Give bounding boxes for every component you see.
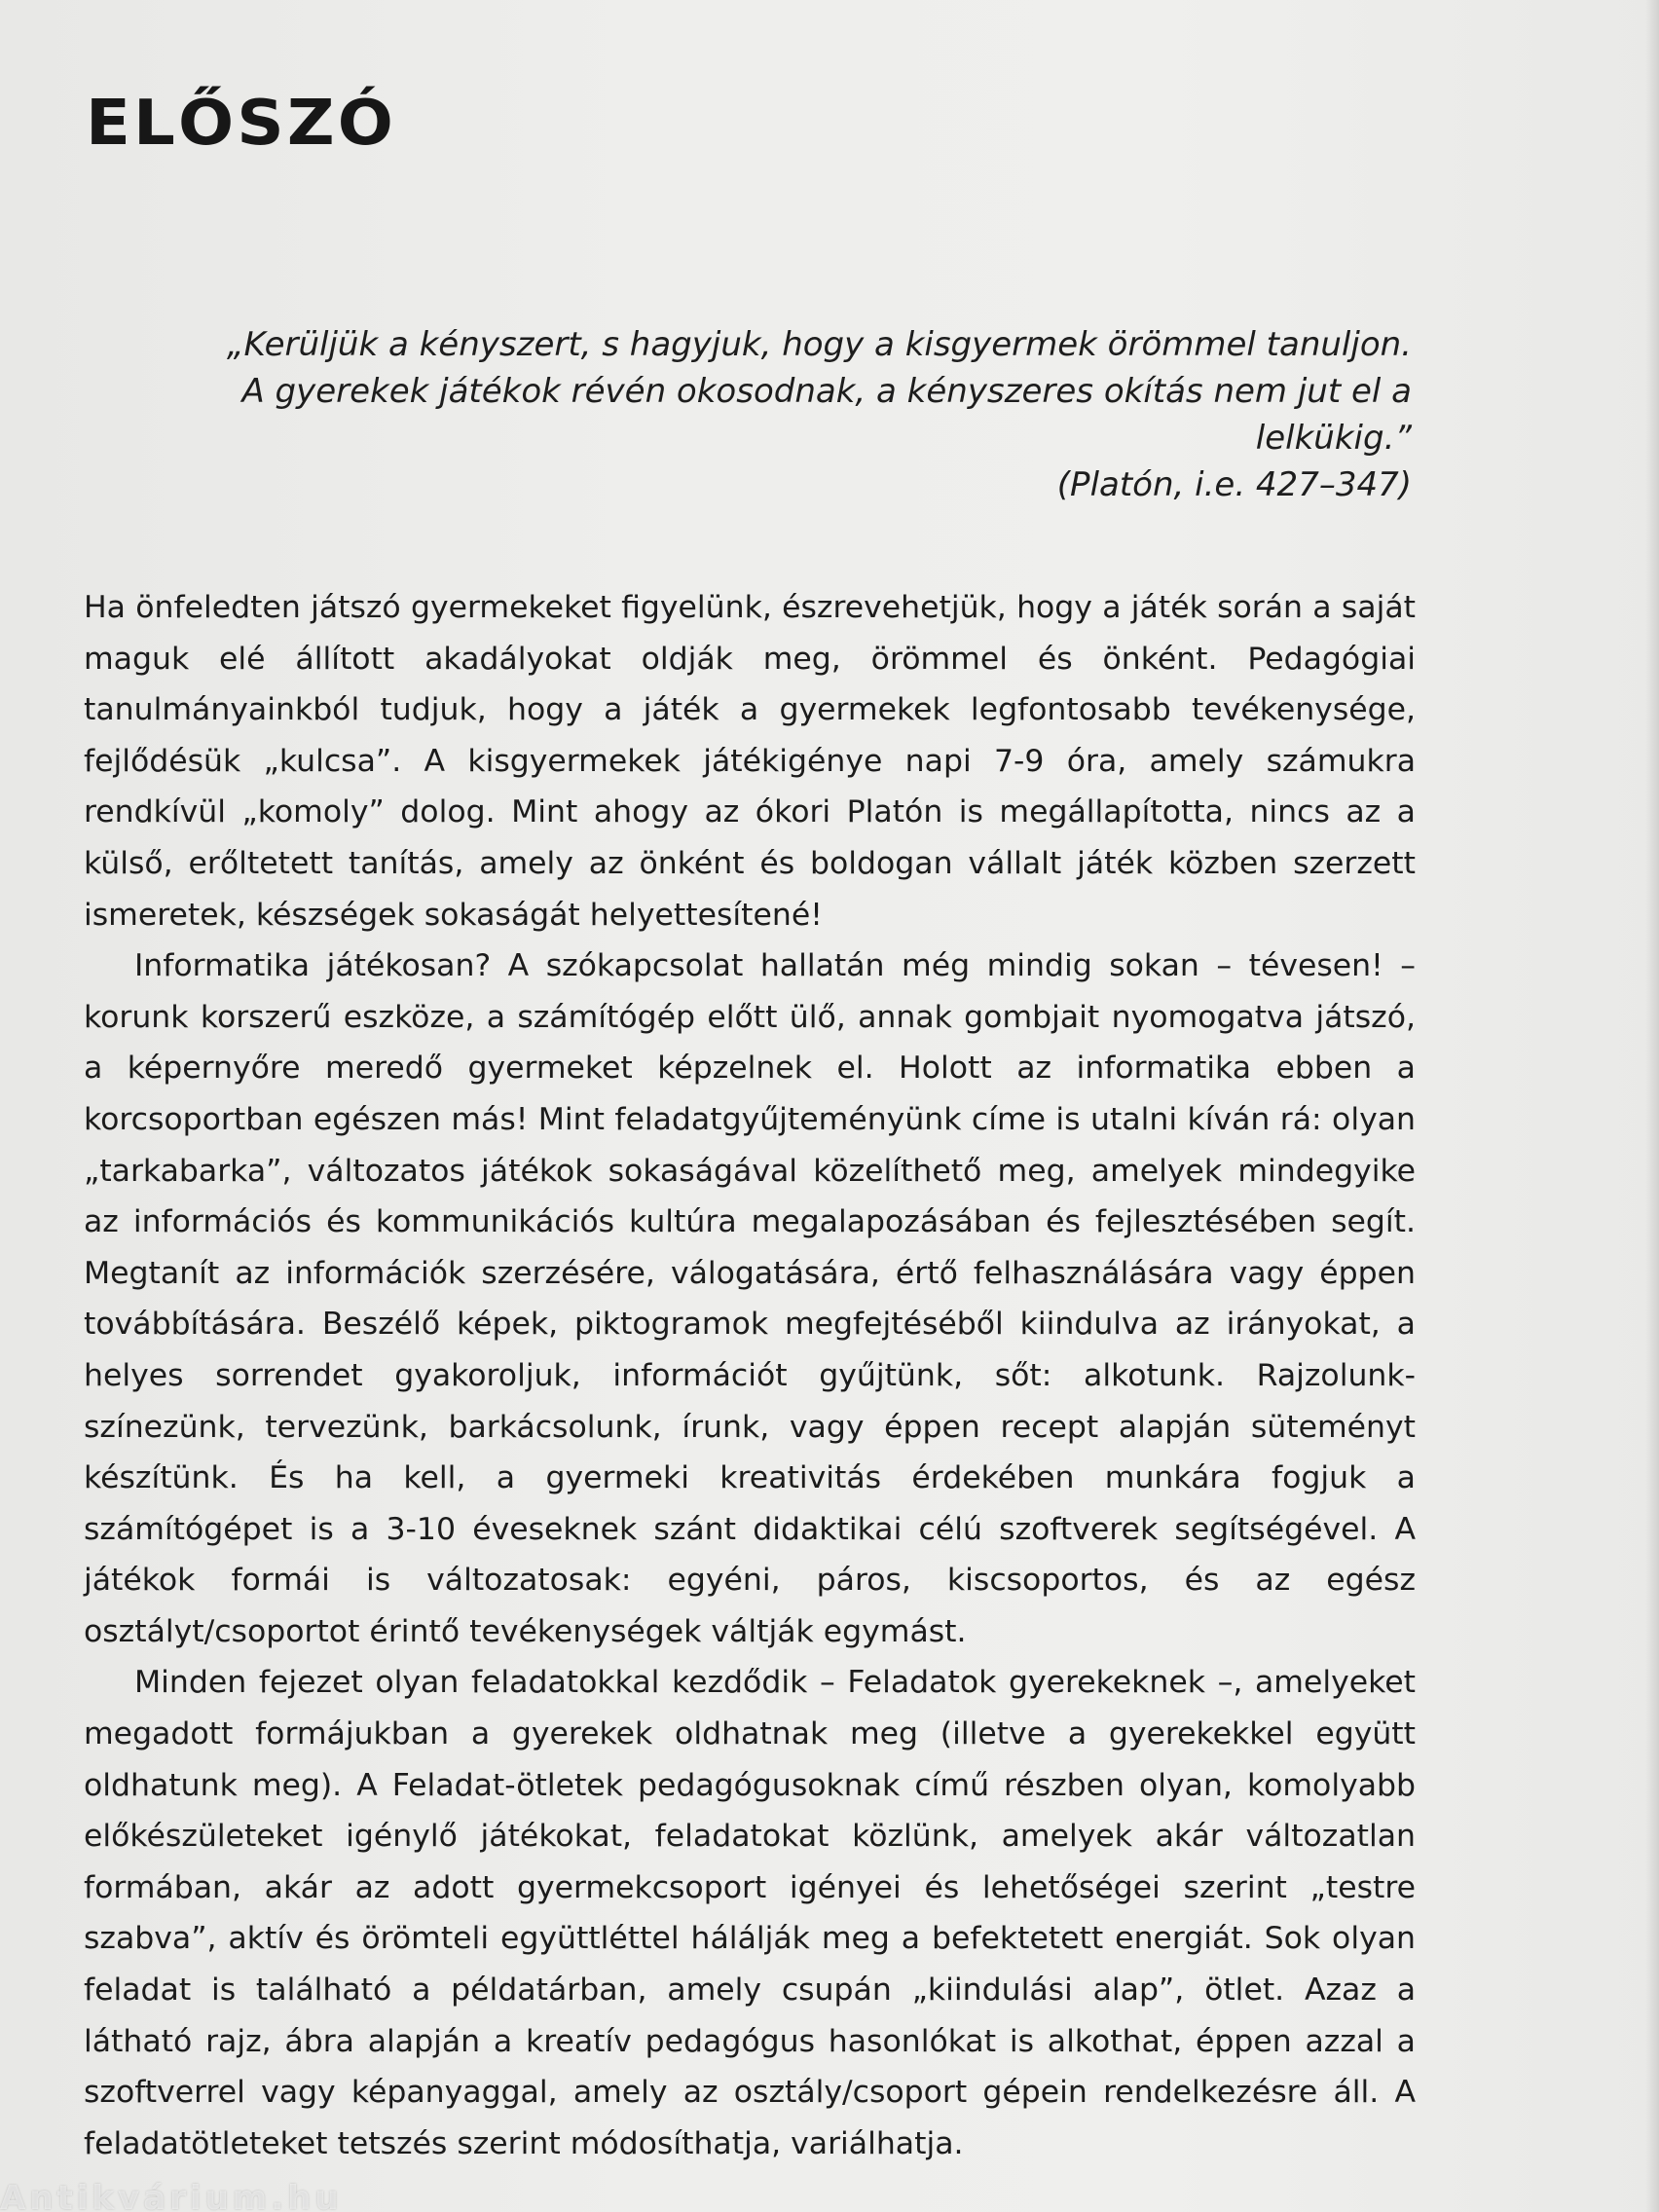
watermark: Antikvárium.hu <box>0 2179 343 2212</box>
epigraph-quote <box>146 321 1412 508</box>
paragraph-2: Informatika játékosan? A szókapcsolat hallatán még mindig sokan – tévesen! – korunk korszerű eszköze, a számítógép előtt ülő, annak gombjait nyomogatva játszó, a képernyőre meredő gyermeket képzelnek el. Holott az informatika ebben a korcsoportban egészen más! Mint feladatgyűjteményünk címe is utalni kíván rá: olyan „tarkabarka”, változatos játékok sokaságával közelíthető meg, amelyek mindegyike az információs és kommunikációs kultúra megalapozásában és fejlesztésében segít. Megtanít az információk szerzésére, válogatására, értő felhasználására vagy éppen továbbítására. Beszélő képek, piktogramok megfejtéséből kiindulva az irányokat, a helyes sorrendet gyakoroljuk, információt gyűjtünk, sőt: alkotunk. Rajzolunk-színezünk, tervezünk, barkácsolunk, írunk, vagy éppen recept alapján süteményt készítünk. És ha kell, a gyermeki kreativitás érdekében munkára fogjuk a számítógépet is a 3-10 éveseknek szánt didaktikai célú szoftverek segítségével. A játékok formái is változatosak: egyéni, páros, kiscsoportos, és az egész osztályt/csoportot érintő tevékenységek váltják egymást. <box>84 948 1416 1649</box>
page-edge-shadow <box>1645 0 1659 2212</box>
paragraph-1: Ha önfeledten játszó gyermekeket figyelünk, észrevehetjük, hogy a játék során a saját maguk elé állított akadályokat oldják meg, örömmel és önként. Pedagógiai tanulmányainkból tudjuk, hogy a játék a gyermekek legfontosabb tevékenysége, fejlődésük „kulcsa”. A kisgyermekek játékigénye napi 7-9 óra, amely számukra rendkívül „komoly” dolog. Mint ahogy az ókori Platón is megállapította, nincs az a külső, erőltetett tanítás, amely az önként és boldogan vállalt játék közben szerzett ismeretek, készségek sokaságát helyettesítené! <box>84 590 1416 933</box>
quote-line-1: „Kerüljük a kényszert, s hagyjuk, hogy a kisgyermek örömmel tanuljon. <box>226 325 1412 364</box>
quote-line-2: A gyerekek játékok révén okosodnak, a kényszeres okítás nem jut el a lelkükig.” <box>241 372 1412 458</box>
chapter-heading: ELŐSZÓ <box>86 88 397 160</box>
quote-attribution: (Platón, i.e. 427–347) <box>1056 465 1412 504</box>
body-text <box>84 582 1416 2169</box>
paragraph-3: Minden fejezet olyan feladatokkal kezdődik – Feladatok gyerekeknek –, amelyeket megadott formájukban a gyerekek oldhatnak meg (illetve a gyerekekkel együtt oldhatunk meg). A Feladat-ötletek pedagógusoknak című részben olyan, komolyabb előkészületeket igénylő játékokat, feladatokat közlünk, amelyek akár változatlan formában, akár az adott gyermekcsoport igényei és lehetőségei szerint „testre szabva”, aktív és örömteli együttléttel hálálják meg a befektetett energiát. Sok olyan feladat is található a példatárban, amely csupán „kiindulási alap”, ötlet. Azaz a látható rajz, ábra alapján a kreatív pedagógus hasonlókat is alkothat, éppen azzal a szoftverrel vagy képanyaggal, amely az osztály/csoport gépein rendelkezésre áll. A feladatötleteket tetszés szerint módosíthatja, variálhatja. <box>84 1665 1416 2161</box>
